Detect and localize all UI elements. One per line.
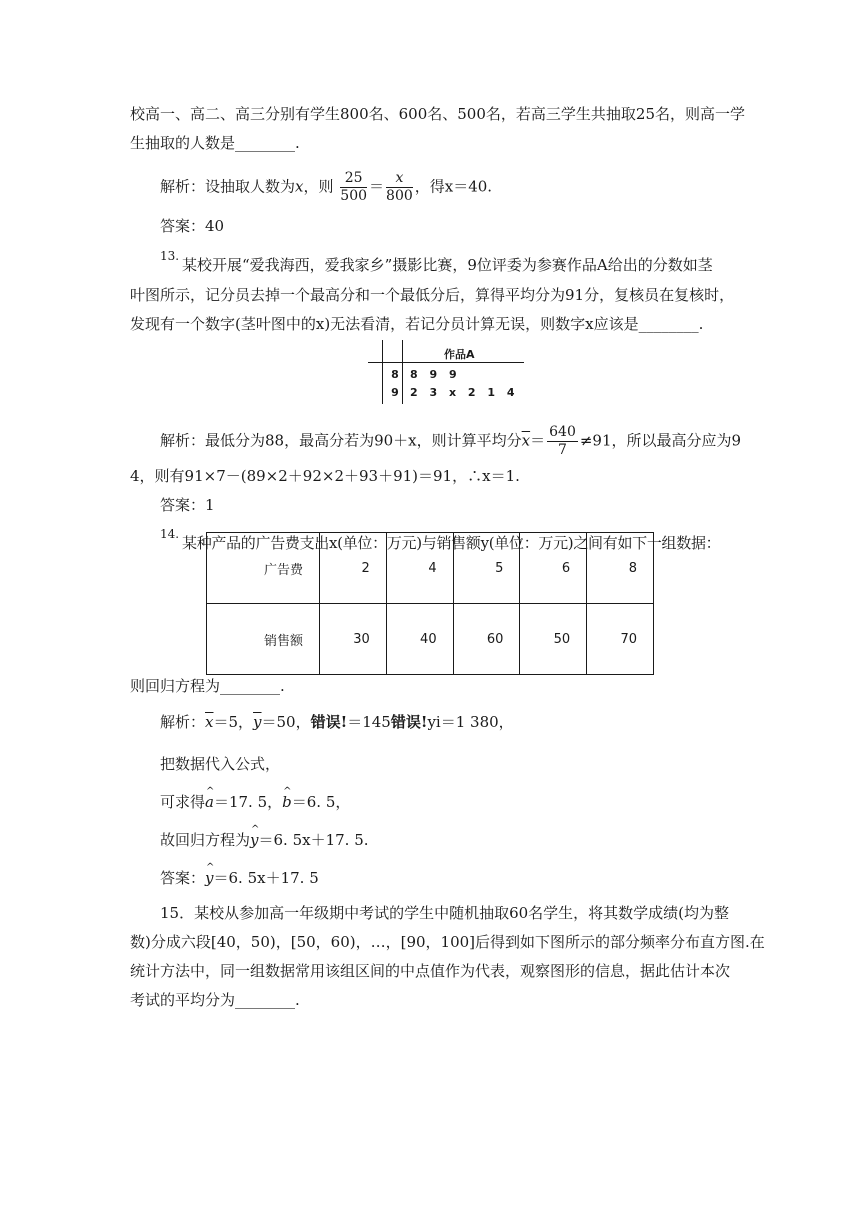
p13-line1: 某校开展“爱我海西，爱我家乡”摄影比赛，9位评委为参赛作品A给出的分数如茎 bbox=[182, 256, 713, 274]
stem-leaf-divider bbox=[382, 340, 383, 404]
table-cell: 销售额 bbox=[207, 604, 320, 675]
p12-line2: 生抽取的人数是________. bbox=[130, 134, 300, 152]
p14-answer: 答案：^ y＝6. 5x＋17. 5 bbox=[160, 868, 319, 888]
table-cell: 8 bbox=[587, 533, 654, 604]
stem-value: 8 bbox=[391, 368, 399, 381]
p13-answer: 答案：1 bbox=[160, 496, 215, 514]
p12-line1: 校高一、高二、高三分别有学生800名、600名、500名，若高三学生共抽取25名，则高一学 bbox=[130, 105, 745, 123]
p14-line1: 某种产品的广告费支出x(单位：万元)与销售额y(单位：万元)之间有如下一组数据： bbox=[182, 534, 721, 552]
p13-analysis-line1: 解析：最低分为88，最高分若为90＋x，则计算平均分$\overline{x}=$ $\frac{640}{7}$ ≠91，所以最高分应为9 bbox=[160, 424, 742, 458]
p13-number: 13. bbox=[160, 249, 180, 263]
table-cell: 广告费 bbox=[207, 533, 320, 604]
table-cell: 70 bbox=[587, 604, 654, 675]
stem-leaf-caption: 作品A bbox=[444, 348, 475, 361]
p14-number: 14. bbox=[160, 527, 180, 541]
table-cell: 40 bbox=[386, 604, 453, 675]
p15-line3: 统计方法中，同一组数据常用该组区间的中点值作为代表，观察图形的信息，据此估计本次 bbox=[130, 962, 731, 980]
p13-analysis-line2: 4，则有91×7－(89×2＋92×2＋93＋91)＝91，∴x＝1. bbox=[130, 467, 520, 485]
p12-analysis: 解析：设抽取人数为x，则 $\frac{25}{500}$ ＝ $\frac{x}{800}$ ，得x＝40. bbox=[160, 170, 493, 204]
p14-sub3: 故回归方程为^ y＝6. 5x＋17. 5. bbox=[160, 830, 369, 850]
stem-leaf-divider bbox=[402, 340, 403, 404]
p14-sub2: 可求得^ a＝17. 5，^ b＝6. 5， bbox=[160, 792, 350, 812]
p14-analysis: 解析：$\overline{x}=5$，$\overline{y}=50$，错误!＝145错误!yi＝1 380， bbox=[160, 713, 514, 731]
stem-leaf-header-rule bbox=[368, 362, 524, 363]
table-row bbox=[207, 604, 654, 675]
error-marker: 错误! bbox=[310, 713, 348, 731]
fraction: $\frac{640}{7}$ bbox=[549, 424, 576, 458]
p14-line2: 则回归方程为________. bbox=[130, 677, 285, 695]
table-cell: 6 bbox=[520, 533, 587, 604]
table-row bbox=[207, 533, 654, 604]
fraction: $\frac{x}{800}$ bbox=[386, 170, 413, 204]
stem-leaf-plot bbox=[368, 340, 528, 404]
table-cell: 60 bbox=[453, 604, 520, 675]
p12-answer: 答案：40 bbox=[160, 217, 225, 235]
table-cell: 2 bbox=[320, 533, 387, 604]
leaf-values: 8 9 9 bbox=[410, 368, 457, 381]
table-cell: 4 bbox=[386, 533, 453, 604]
p15-line2: 数)分成六段[40，50)，[50，60)，…，[90，100]后得到如下图所示的部分频率分布直方图.在 bbox=[130, 933, 765, 951]
leaf-values: 2 3 x 2 1 4 bbox=[410, 386, 515, 399]
stem-value: 9 bbox=[391, 386, 399, 399]
table-cell: 30 bbox=[320, 604, 387, 675]
fraction: $\frac{25}{500}$ bbox=[340, 170, 368, 204]
p13-line3: 发现有一个数字(茎叶图中的x)无法看清，若记分员计算无误，则数字x应该是________. bbox=[130, 315, 704, 333]
data-table bbox=[206, 532, 654, 675]
p15-line4: 考试的平均分为________. bbox=[130, 991, 300, 1009]
p13-line2: 叶图所示，记分员去掉一个最高分和一个最低分后，算得平均分为91分，复核员在复核时， bbox=[130, 286, 735, 304]
error-marker: 错误! bbox=[390, 713, 428, 731]
table-cell: 5 bbox=[453, 533, 520, 604]
p14-sub1: 把数据代入公式， bbox=[160, 755, 281, 773]
table-cell: 50 bbox=[520, 604, 587, 675]
p15-line1: 15．某校从参加高一年级期中考试的学生中随机抽取60名学生，将其数学成绩(均为整 bbox=[160, 904, 730, 922]
